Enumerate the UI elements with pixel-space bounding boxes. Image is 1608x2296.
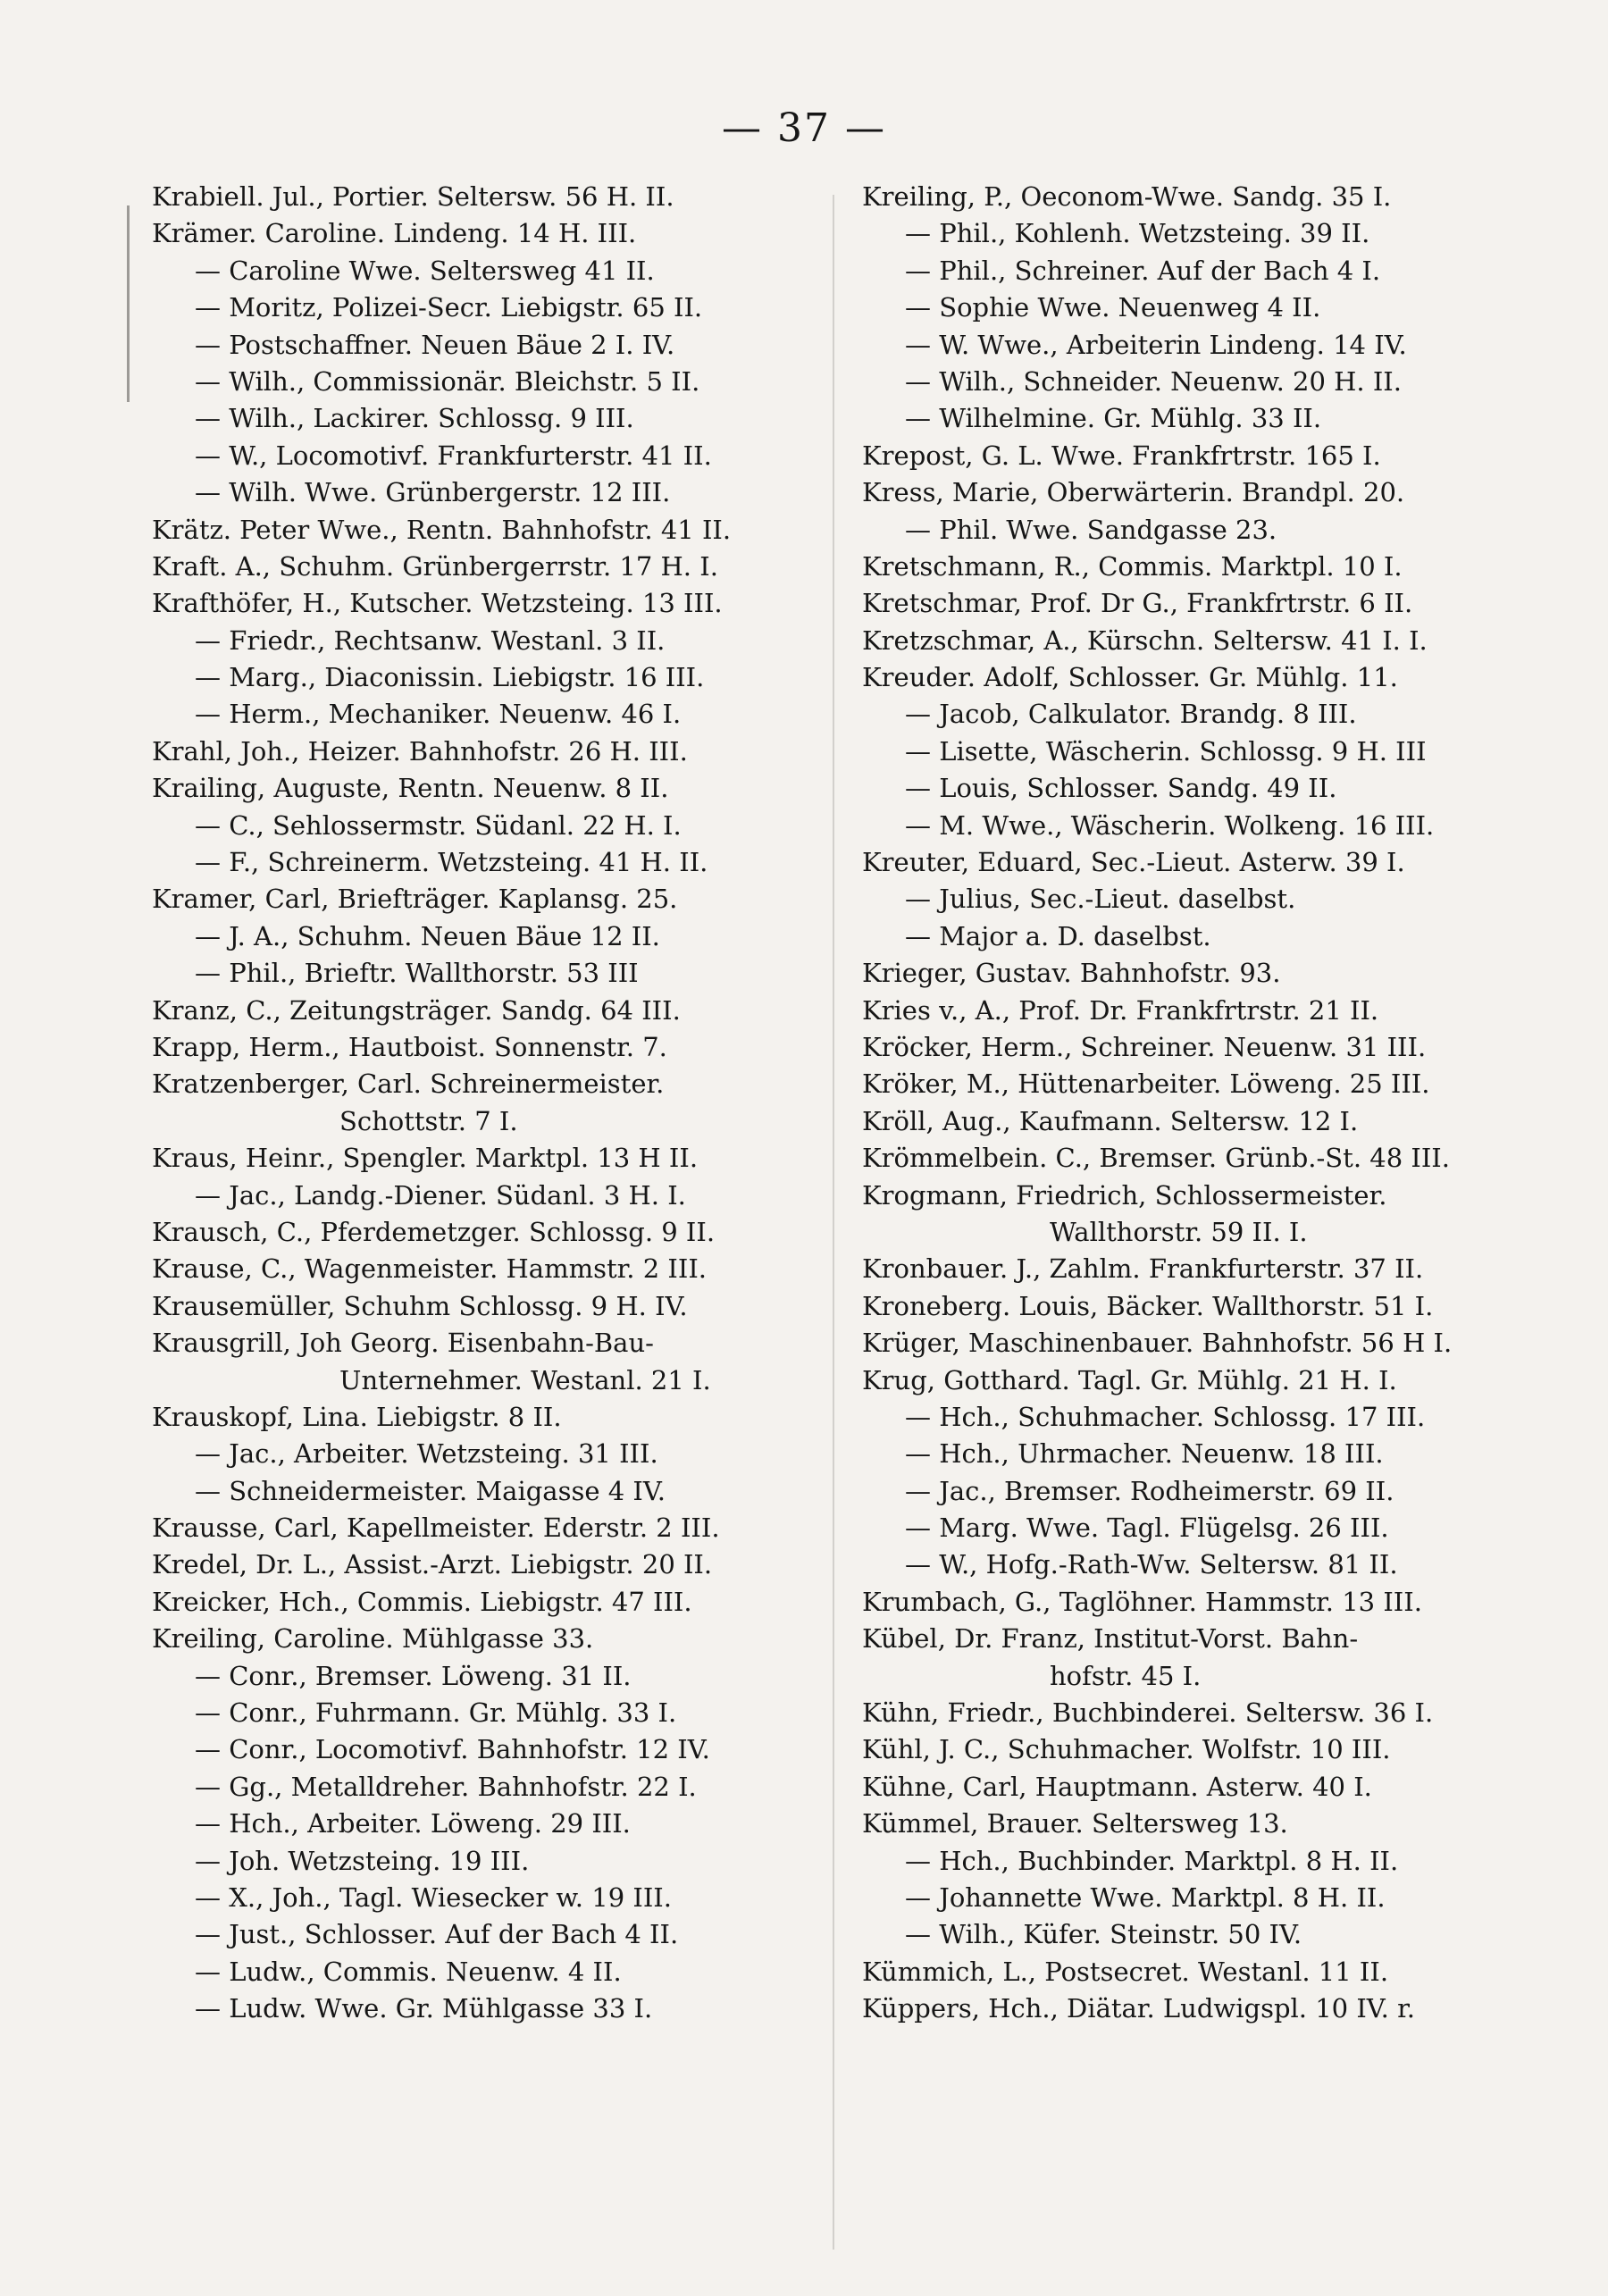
directory-entry: — Hch., Arbeiter. Löweng. 29 III. (195, 1808, 631, 1839)
directory-entry: — X., Joh., Tagl. Wiesecker w. 19 III. (195, 1881, 672, 1913)
directory-entry: Krogmann, Friedrich, Schlossermeister. (862, 1179, 1387, 1211)
directory-entry: Kratzenberger, Carl. Schreinermeister. (152, 1068, 665, 1100)
directory-entry: — W., Locomotivf. Frankfurterstr. 41 II. (195, 440, 712, 471)
directory-entry: — Ludw. Wwe. Gr. Mühlgasse 33 I. (195, 1993, 653, 2024)
directory-entry: — Sophie Wwe. Neuenweg 4 II. (905, 292, 1321, 323)
page-number: — 37 — (722, 105, 886, 151)
directory-entry: Kreiling, Caroline. Mühlgasse 33. (152, 1623, 594, 1655)
directory-entry: — W. Wwe., Arbeiterin Lindeng. 14 IV. (905, 329, 1407, 360)
directory-entry: — Phil., Schreiner. Auf der Bach 4 I. (905, 255, 1381, 286)
directory-entry: Kraft. A., Schuhm. Grünbergerrstr. 17 H. I. (152, 550, 718, 582)
directory-entry: — Conr., Bremser. Löweng. 31 II. (195, 1660, 632, 1691)
directory-entry: Krömmelbein. C., Bremser. Grünb.-St. 48 III. (862, 1143, 1450, 1174)
directory-entry: — Hch., Buchbinder. Marktpl. 8 H. II. (905, 1845, 1399, 1876)
directory-entry: Krabiell. Jul., Portier. Seltersw. 56 H. II. (152, 181, 674, 212)
directory-entry: Krämer. Caroline. Lindeng. 14 H. III. (152, 218, 637, 249)
directory-entry: — Wilh., Lackirer. Schlossg. 9 III. (195, 403, 634, 434)
directory-entry: — Just., Schlosser. Auf der Bach 4 II. (195, 1919, 679, 1950)
directory-entry: Krapp, Herm., Hautboist. Sonnenstr. 7. (152, 1031, 667, 1062)
directory-entry: Krafthöfer, H., Kutscher. Wetzsteing. 13 III. (152, 588, 723, 619)
directory-entry: — Hch., Schuhmacher. Schlossg. 17 III. (905, 1401, 1426, 1432)
directory-entry: — Hch., Uhrmacher. Neuenw. 18 III. (905, 1438, 1384, 1470)
directory-entry: Kronbauer. J., Zahlm. Frankfurterstr. 37 II. (862, 1253, 1424, 1285)
directory-entry-continuation: hofstr. 45 I. (1050, 1660, 1202, 1691)
directory-entry: Kreuder. Adolf, Schlosser. Gr. Mühlg. 11. (862, 662, 1398, 693)
right-column (862, 179, 1528, 2028)
directory-entry: — Louis, Schlosser. Sandg. 49 II. (905, 773, 1337, 804)
directory-entry: — Wilh., Commissionär. Bleichstr. 5 II. (195, 365, 700, 397)
binding-mark (127, 205, 130, 402)
directory-entry: Kühn, Friedr., Buchbinderei. Seltersw. 36 I. (862, 1697, 1434, 1729)
directory-entry: Kretschmann, R., Commis. Marktpl. 10 I. (862, 550, 1403, 582)
directory-entry: Kübel, Dr. Franz, Institut-Vorst. Bahn- (862, 1623, 1359, 1655)
directory-entry: — C., Sehlossermstr. Südanl. 22 H. I. (195, 809, 682, 841)
directory-entry: Krätz. Peter Wwe., Rentn. Bahnhofstr. 41 II. (152, 514, 732, 545)
column-divider (833, 195, 834, 2250)
directory-entry: — Schneidermeister. Maigasse 4 IV. (195, 1475, 666, 1506)
directory-entry: — Conr., Fuhrmann. Gr. Mühlg. 33 I. (195, 1697, 677, 1729)
directory-entry: Krause, C., Wagenmeister. Hammstr. 2 III. (152, 1253, 707, 1285)
directory-entry: Kühne, Carl, Hauptmann. Asterw. 40 I. (862, 1771, 1372, 1802)
directory-entry: — Friedr., Rechtsanw. Westanl. 3 II. (195, 624, 666, 656)
directory-entry: — Johannette Wwe. Marktpl. 8 H. II. (905, 1881, 1386, 1913)
directory-entry: Kröll, Aug., Kaufmann. Seltersw. 12 I. (862, 1105, 1359, 1136)
left-column (152, 179, 804, 2028)
directory-entry: Kreuter, Eduard, Sec.-Lieut. Asterw. 39 I. (862, 847, 1405, 878)
directory-entry: Krug, Gotthard. Tagl. Gr. Mühlg. 21 H. I. (862, 1364, 1397, 1395)
directory-entry: Krauskopf, Lina. Liebigstr. 8 II. (152, 1401, 562, 1432)
directory-entry-continuation: Unternehmer. Westanl. 21 I. (339, 1364, 711, 1395)
directory-entry: — Caroline Wwe. Seltersweg 41 II. (195, 255, 655, 286)
directory-entry: Krüger, Maschinenbauer. Bahnhofstr. 56 H I. (862, 1328, 1453, 1359)
directory-entry: Kress, Marie, Oberwärterin. Brandpl. 20. (862, 477, 1405, 508)
directory-entry: — Joh. Wetzsteing. 19 III. (195, 1845, 530, 1876)
directory-entry: Krailing, Auguste, Rentn. Neuenw. 8 II. (152, 773, 669, 804)
directory-entry: — F., Schreinerm. Wetzsteing. 41 H. II. (195, 847, 708, 878)
directory-entry: — Lisette, Wäscherin. Schlossg. 9 H. III (905, 735, 1427, 767)
directory-entry: — Wilh., Küfer. Steinstr. 50 IV. (905, 1919, 1302, 1950)
directory-entry: — Jac., Landg.-Diener. Südanl. 3 H. I. (195, 1179, 686, 1211)
directory-entry: — Jac., Bremser. Rodheimerstr. 69 II. (905, 1475, 1394, 1506)
directory-entry: Krahl, Joh., Heizer. Bahnhofstr. 26 H. III. (152, 735, 688, 767)
directory-entry: Kraus, Heinr., Spengler. Marktpl. 13 H II. (152, 1143, 699, 1174)
directory-entry: Kühl, J. C., Schuhmacher. Wolfstr. 10 III. (862, 1734, 1391, 1765)
directory-entry: — Jacob, Calkulator. Brandg. 8 III. (905, 699, 1357, 730)
directory-entry-continuation: Wallthorstr. 59 II. I. (1050, 1216, 1308, 1247)
directory-entry: Kramer, Carl, Briefträger. Kaplansg. 25. (152, 884, 678, 915)
directory-entry: Krausch, C., Pferdemetzger. Schlossg. 9 II. (152, 1216, 716, 1247)
directory-entry: — Marg. Wwe. Tagl. Flügelsg. 26 III. (905, 1513, 1389, 1544)
directory-entry: Küppers, Hch., Diätar. Ludwigspl. 10 IV. r. (862, 1993, 1416, 2024)
directory-entry: — Jac., Arbeiter. Wetzsteing. 31 III. (195, 1438, 658, 1470)
directory-entry: — Gg., Metalldreher. Bahnhofstr. 22 I. (195, 1771, 697, 1802)
directory-entry: — Phil., Brieftr. Wallthorstr. 53 III (195, 958, 639, 989)
directory-entry: — Phil. Wwe. Sandgasse 23. (905, 514, 1277, 545)
directory-entry: — W., Hofg.-Rath-Ww. Seltersw. 81 II. (905, 1549, 1398, 1580)
directory-entry: — Herm., Mechaniker. Neuenw. 46 I. (195, 699, 682, 730)
directory-entry: — Wilh. Wwe. Grünbergerstr. 12 III. (195, 477, 671, 508)
directory-entry: Kreicker, Hch., Commis. Liebigstr. 47 III. (152, 1586, 692, 1617)
directory-entry: Krausse, Carl, Kapellmeister. Ederstr. 2 III. (152, 1513, 720, 1544)
directory-entry: Krepost, G. L. Wwe. Frankfrtrstr. 165 I. (862, 440, 1381, 471)
directory-entry: Krieger, Gustav. Bahnhofstr. 93. (862, 958, 1281, 989)
directory-entry: — Ludw., Commis. Neuenw. 4 II. (195, 1956, 622, 1987)
directory-entry: — M. Wwe., Wäscherin. Wolkeng. 16 III. (905, 809, 1435, 841)
directory-entry: Kröcker, Herm., Schreiner. Neuenw. 31 III. (862, 1031, 1427, 1062)
directory-entry: — Phil., Kohlenh. Wetzsteing. 39 II. (905, 218, 1370, 249)
directory-entry: — Marg., Diaconissin. Liebigstr. 16 III. (195, 662, 705, 693)
directory-entry: Kümmich, L., Postsecret. Westanl. 11 II. (862, 1956, 1389, 1987)
directory-entry: — Wilh., Schneider. Neuenw. 20 H. II. (905, 365, 1402, 397)
directory-entry: Krausgrill, Joh Georg. Eisenbahn-Bau- (152, 1328, 654, 1359)
directory-entry: Kranz, C., Zeitungsträger. Sandg. 64 III. (152, 994, 681, 1026)
directory-entry: — J. A., Schuhm. Neuen Bäue 12 II. (195, 920, 660, 951)
directory-entry: Krumbach, G., Taglöhner. Hammstr. 13 III. (862, 1586, 1422, 1617)
directory-entry: — Postschaffner. Neuen Bäue 2 I. IV. (195, 329, 675, 360)
directory-entry: Kries v., A., Prof. Dr. Frankfrtrstr. 21 II. (862, 994, 1379, 1026)
directory-entry: — Wilhelmine. Gr. Mühlg. 33 II. (905, 403, 1322, 434)
directory-entry: Krausemüller, Schuhm Schlossg. 9 H. IV. (152, 1290, 688, 1321)
directory-entry: Kretzschmar, A., Kürschn. Seltersw. 41 I. I. (862, 624, 1428, 656)
directory-entry: Kröker, M., Hüttenarbeiter. Löweng. 25 III. (862, 1068, 1430, 1100)
directory-entry: — Julius, Sec.-Lieut. daselbst. (905, 884, 1296, 915)
directory-entry: Kretschmar, Prof. Dr G., Frankfrtrstr. 6 II. (862, 588, 1413, 619)
directory-entry: — Major a. D. daselbst. (905, 920, 1211, 951)
directory-entry: Kroneberg. Louis, Bäcker. Wallthorstr. 51 I. (862, 1290, 1434, 1321)
directory-entry: Kredel, Dr. L., Assist.-Arzt. Liebigstr. 20 II. (152, 1549, 713, 1580)
directory-entry: Kümmel, Brauer. Seltersweg 13. (862, 1808, 1288, 1839)
directory-entry: — Conr., Locomotivf. Bahnhofstr. 12 IV. (195, 1734, 710, 1765)
directory-entry-continuation: Schottstr. 7 I. (339, 1105, 518, 1136)
directory-entry: Kreiling, P., Oeconom-Wwe. Sandg. 35 I. (862, 181, 1392, 212)
directory-entry: — Moritz, Polizei-Secr. Liebigstr. 65 II. (195, 292, 703, 323)
